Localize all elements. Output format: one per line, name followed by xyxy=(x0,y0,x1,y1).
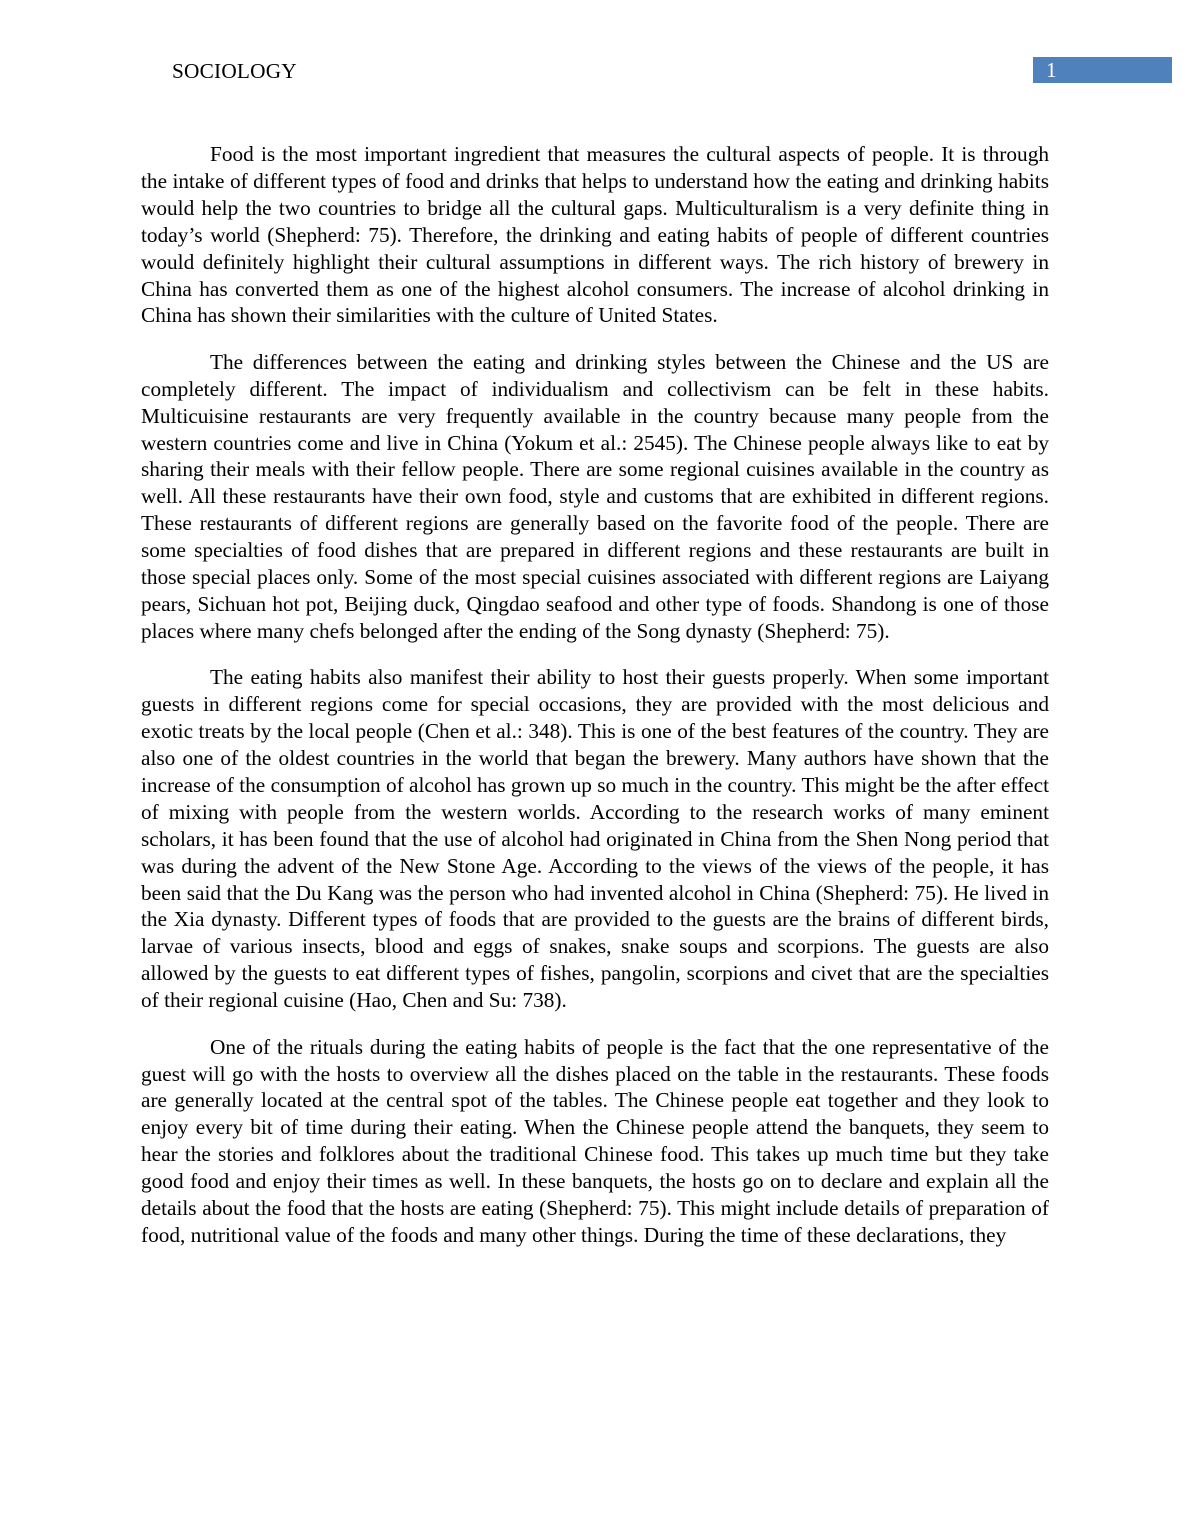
running-head: SOCIOLOGY xyxy=(172,59,297,83)
paragraph-4: One of the rituals during the eating habits of people is the fact that the one representative of the guest will go with the hosts to overview all the dishes placed on the table in the restaurants. These foods are generally located at the central spot of the tables. The Chinese people eat together and they look to enjoy every bit of time during their eating. When the Chinese people attend the banquets, they seem to hear the stories and folklores about the traditional Chinese food. This takes up much time but they take good food and enjoy their times as well. In these banquets, the hosts go on to declare and explain all the details about the food that the hosts are eating (Shepherd: 75). This might include details of preparation of food, nutritional value of the foods and many other things. During the time of these declarations, they xyxy=(141,1034,1049,1247)
paragraph-3: The eating habits also manifest their ability to host their guests properly. When some important guests in different regions come for special occasions, they are provided with the most delicious and exotic treats by the local people (Chen et al.: 348). This is one of the best features of the country. They are also one of the oldest countries in the world that began the brewery. Many authors have shown that the increase of the consumption of alcohol has grown up so much in the country. This might be the after effect of mixing with people from the western worlds. According to the research works of many eminent scholars, it has been found that the use of alcohol had originated in China from the Shen Nong period that was during the advent of the New Stone Age. According to the views of the views of the people, it has been said that the Du Kang was the person who had invented alcohol in China (Shepherd: 75). He lived in the Xia dynasty. Different types of foods that are provided to the guests are the brains of different birds, larvae of various insects, blood and eggs of snakes, snake soups and scorpions. The guests are also allowed by the guests to eat different types of fishes, pangolin, scorpions and civet that are the specialties of their regional cuisine (Hao, Chen and Su: 738). xyxy=(141,665,1049,1013)
paragraph-1: Food is the most important ingredient that measures the cultural aspects of people. It is through the intake of different types of food and drinks that helps to understand how the eating and drinking habits would help the two countries to bridge all the cultural gaps. Multiculturalism is a very definite thing in today’s world (Shepherd: 75). Therefore, the drinking and eating habits of people of different countries would definitely highlight their cultural assumptions in different ways. The rich history of brewery in China has converted them as one of the highest alcohol consumers. The increase of alcohol drinking in China has shown their similarities with the culture of United States. xyxy=(141,142,1049,328)
page-number-box xyxy=(1033,57,1172,83)
page-number: 1 xyxy=(1046,58,1057,82)
paragraph-2: The differences between the eating and drinking styles between the Chinese and the US are completely different. The impact of individualism and collectivism can be felt in these habits. Multicuisine restaurants are very frequently available in the country because many people from the western countries come and live in China (Yokum et al.: 2545). The Chinese people always like to eat by sharing their meals with their fellow people. There are some regional cuisines available in the country as well. All these restaurants have their own food, style and customs that are exhibited in different regions. These restaurants of different regions are generally based on the favorite food of the people. There are some specialties of food dishes that are prepared in different regions and these restaurants are built in those special places only. Some of the most special cuisines associated with different regions are Laiyang pears, Sichuan hot pot, Beijing duck, Qingdao seafood and other type of foods. Shandong is one of those places where many chefs belonged after the ending of the Song dynasty (Shepherd: 75). xyxy=(141,349,1049,643)
body-text xyxy=(141,141,1049,1268)
